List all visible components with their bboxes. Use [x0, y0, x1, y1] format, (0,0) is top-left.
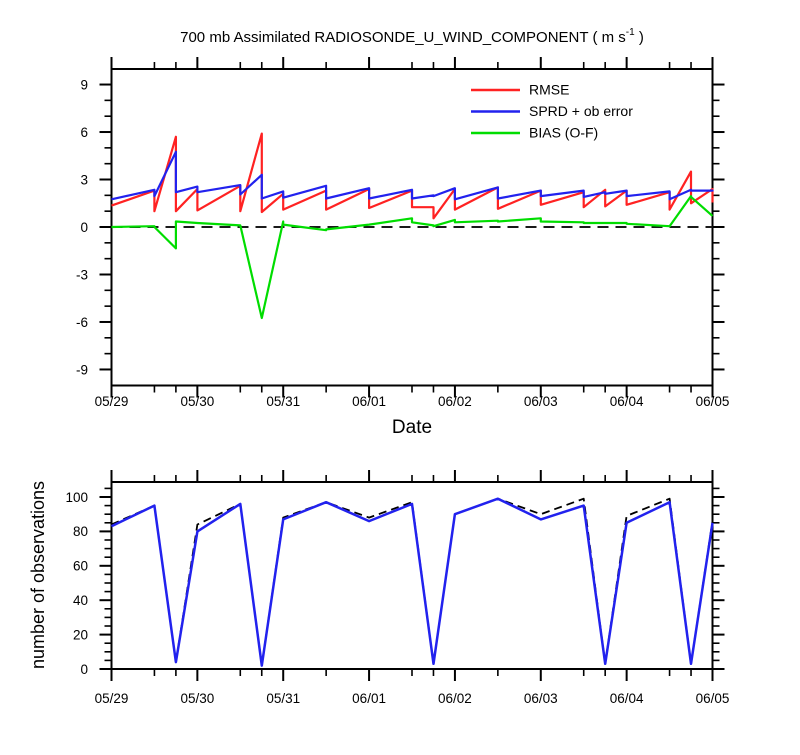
- obs-solid-line: [112, 499, 713, 666]
- chart-title-group: [180, 27, 644, 46]
- x-tick-label: 05/29: [94, 394, 129, 409]
- x-tick-label: 06/05: [695, 691, 730, 706]
- legend-item-sprd: [471, 103, 633, 119]
- x-tick-label: 05/30: [180, 394, 215, 409]
- top-panel: [76, 57, 729, 438]
- y-tick-label: 40: [72, 593, 88, 608]
- obs-dashed-line: [112, 499, 713, 666]
- y-tick-label: -3: [75, 267, 88, 283]
- y-tick-label: 100: [65, 489, 88, 505]
- x-tick-label: 05/31: [266, 394, 301, 409]
- legend: [471, 82, 633, 141]
- x-tick-label: 05/31: [266, 691, 301, 706]
- sprd-line: [112, 152, 713, 200]
- bias-line: [112, 196, 713, 318]
- y-tick-label: 9: [80, 77, 88, 93]
- legend-label: SPRD + ob error: [529, 103, 633, 119]
- y-axis-title: number of observations: [28, 480, 48, 670]
- x-tick-label: 06/04: [609, 394, 644, 409]
- legend-item-bias: [471, 125, 598, 141]
- y-tick-label: 0: [80, 661, 88, 677]
- y-tick-label: 0: [80, 219, 88, 235]
- chart-title: 700 mb Assimilated RADIOSONDE_U_WIND_COMPONENT ( m $s^{-1}$ ): [180, 27, 644, 46]
- y-tick-label: -6: [75, 314, 88, 330]
- x-tick-label: 06/04: [609, 691, 644, 706]
- y-tick-label: 60: [72, 558, 88, 574]
- x-tick-label: 06/01: [352, 691, 386, 706]
- x-axis-title: Date: [391, 417, 433, 438]
- legend-item-rmse: [471, 82, 569, 98]
- x-tick-label: 06/05: [695, 394, 730, 409]
- y-tick-label: 80: [72, 524, 88, 540]
- x-tick-label: 06/03: [523, 691, 558, 706]
- legend-label: BIAS (O-F): [529, 124, 599, 141]
- y-tick-label: 20: [72, 627, 88, 643]
- bottom-panel: [28, 470, 729, 706]
- x-tick-label: 06/03: [523, 394, 558, 409]
- y-tick-label: 3: [80, 172, 88, 188]
- x-tick-label: 06/01: [352, 394, 386, 409]
- x-tick-label: 06/02: [438, 394, 472, 409]
- x-tick-label: 06/02: [438, 691, 472, 706]
- rmse-line: [112, 134, 713, 219]
- y-tick-label: -9: [75, 362, 88, 378]
- x-tick-label: 05/30: [180, 691, 215, 706]
- x-tick-label: 05/29: [94, 691, 129, 706]
- legend-label: RMSE: [529, 81, 570, 98]
- y-tick-label: 6: [80, 124, 88, 140]
